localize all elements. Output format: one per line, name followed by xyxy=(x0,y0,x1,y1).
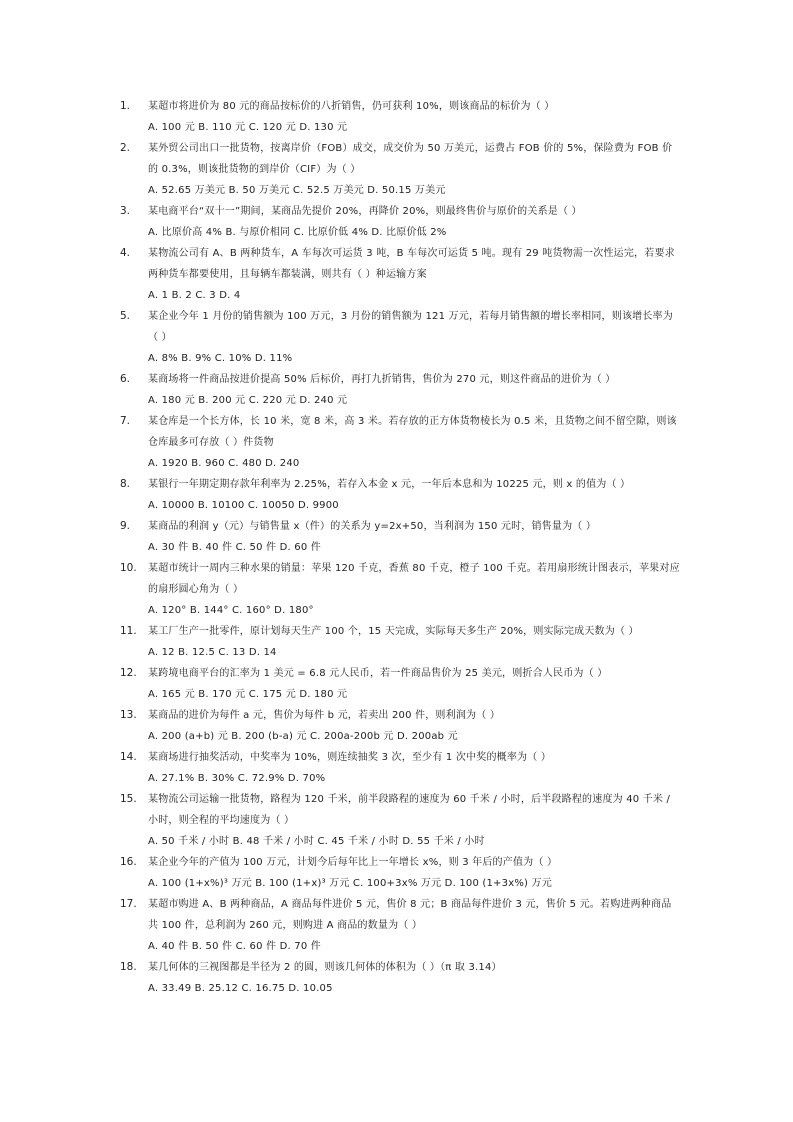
question-text: 某电商平台“双十一”期间，某商品先提价 20%，再降价 20%，则最终售价与原价的关系是（ ） xyxy=(148,206,582,217)
question-item xyxy=(120,852,680,894)
question-number: 5. xyxy=(120,310,131,322)
question-item xyxy=(120,747,680,789)
question-item xyxy=(120,306,680,369)
question-text: 某超市将进价为 80 元的商品按标价的八折销售，仍可获利 10%，则该商品的标价为（ ） xyxy=(148,101,555,112)
question-text: 某企业今年 1 月份的销售额为 100 万元，3 月份的销售额为 121 万元，若每月销售额的增长率相同，则该增长率为（ ） xyxy=(148,311,673,343)
question-number: 6. xyxy=(120,373,131,385)
question-number: 9. xyxy=(120,520,131,532)
question-text: 某外贸公司出口一批货物，按离岸价（FOB）成交，成交价为 50 万美元，运费占 FOB 价的 5%，保险费为 FOB 价的 0.3%，则该批货物的到岸价（CIF）为（ ） xyxy=(148,143,673,175)
question-text: 某跨境电商平台的汇率为 1 美元 = 6.8 元人民币，若一件商品售价为 25 美元，则折合人民币为（ ） xyxy=(148,668,608,679)
question-text: 某银行一年期定期存款年利率为 2.25%，若存入本金 x 元，一年后本息和为 10225 元，则 x 的值为（ ） xyxy=(148,479,631,490)
question-options: A. 12 B. 12.5 C. 13 D. 14 xyxy=(148,647,277,658)
question-number: 15. xyxy=(120,793,137,805)
question-number: 17. xyxy=(120,898,137,910)
question-item xyxy=(120,789,680,852)
question-text: 某超市购进 A、B 两种商品，A 商品每件进价 5 元，售价 8 元；B 商品每件进价 3 元，售价 5 元。若购进两种商品共 100 件，总利润为 260 元，则购进 A 商品的数量为（ ） xyxy=(148,899,672,931)
question-text: 某企业今年的产值为 100 万元，计划今后每年比上一年增长 x%，则 3 年后的产值为（ ） xyxy=(148,857,558,868)
question-text: 某工厂生产一批零件，原计划每天生产 100 个，15 天完成，实际每天多生产 20%，则实际完成天数为（ ） xyxy=(148,626,639,637)
question-number: 1. xyxy=(120,100,131,112)
question-number: 13. xyxy=(120,709,137,721)
question-options: A. 52.65 万美元 B. 50 万美元 C. 52.5 万美元 D. 50.15 万美元 xyxy=(148,185,446,196)
question-number: 2. xyxy=(120,142,131,154)
question-options: A. 27.1% B. 30% C. 72.9% D. 70% xyxy=(148,773,326,784)
question-options: A. 120° B. 144° C. 160° D. 180° xyxy=(148,605,314,616)
question-number: 14. xyxy=(120,751,137,763)
question-options: A. 1920 B. 960 C. 480 D. 240 xyxy=(148,458,300,469)
question-list xyxy=(120,96,680,999)
question-text: 某物流公司有 A、B 两种货车，A 车每次可运货 3 吨，B 车每次可运货 5 吨。现有 29 吨货物需一次性运完，若要求两种货车都要使用，且每辆车都装满，则共有（ ）种运输方案 xyxy=(148,248,675,280)
question-item xyxy=(120,894,680,957)
question-options: A. 165 元 B. 170 元 C. 175 元 D. 180 元 xyxy=(148,689,348,700)
question-text: 某几何体的三视图都是半径为 2 的圆，则该几何体的体积为（ ）（π 取 3.14） xyxy=(148,962,502,973)
question-options: A. 比原价高 4% B. 与原价相同 C. 比原价低 4% D. 比原价低 2% xyxy=(148,227,447,238)
question-item xyxy=(120,957,680,999)
question-text: 某商场进行抽奖活动，中奖率为 10%，则连续抽奖 3 次，至少有 1 次中奖的概率为（ ） xyxy=(148,752,552,763)
question-options: A. 33.49 B. 25.12 C. 16.75 D. 10.05 xyxy=(148,983,333,994)
question-item xyxy=(120,558,680,621)
question-text: 某商场将一件商品按进价提高 50% 后标价，再打九折销售，售价为 270 元，则这件商品的进价为（ ） xyxy=(148,374,616,385)
question-item xyxy=(120,705,680,747)
question-number: 11. xyxy=(120,625,137,637)
question-options: A. 10000 B. 10100 C. 10050 D. 9900 xyxy=(148,500,339,511)
question-options: A. 1 B. 2 C. 3 D. 4 xyxy=(148,290,241,301)
question-item xyxy=(120,201,680,243)
question-item xyxy=(120,621,680,663)
question-options: A. 100 (1+x%)³ 万元 B. 100 (1+x)³ 万元 C. 100+3x% 万元 D. 100 (1+3x%) 万元 xyxy=(148,878,552,889)
question-item xyxy=(120,243,680,306)
question-text: 某超市统计一周内三种水果的销量：苹果 120 千克，香蕉 80 千克，橙子 100 千克。若用扇形统计图表示，苹果对应的扇形圆心角为（ ） xyxy=(148,563,680,595)
question-number: 10. xyxy=(120,562,137,574)
question-item xyxy=(120,138,680,201)
question-number: 4. xyxy=(120,247,131,259)
question-number: 3. xyxy=(120,205,131,217)
question-text: 某仓库是一个长方体，长 10 米，宽 8 米，高 3 米。若存放的正方体货物棱长为 0.5 米，且货物之间不留空隙，则该仓库最多可存放（ ）件货物 xyxy=(148,416,677,448)
question-text: 某商品的利润 y（元）与销售量 x（件）的关系为 y=2x+50，当利润为 150 元时，销售量为（ ） xyxy=(148,521,597,532)
question-item xyxy=(120,663,680,705)
question-item xyxy=(120,474,680,516)
question-options: A. 50 千米 / 小时 B. 48 千米 / 小时 C. 45 千米 / 小时 D. 55 千米 / 小时 xyxy=(148,836,485,847)
question-number: 16. xyxy=(120,856,137,868)
question-item xyxy=(120,516,680,558)
question-text: 某商品的进价为每件 a 元，售价为每件 b 元，若卖出 200 件，则利润为（ ） xyxy=(148,710,501,721)
question-options: A. 200 (a+b) 元 B. 200 (b-a) 元 C. 200a-200b 元 D. 200ab 元 xyxy=(148,731,458,742)
question-text: 某物流公司运输一批货物，路程为 120 千米，前半段路程的速度为 60 千米 / 小时，后半段路程的速度为 40 千米 / 小时，则全程的平均速度为（ ） xyxy=(148,794,671,826)
question-options: A. 40 件 B. 50 件 C. 60 件 D. 70 件 xyxy=(148,941,321,952)
question-number: 18. xyxy=(120,961,137,973)
question-item xyxy=(120,96,680,138)
question-options: A. 8% B. 9% C. 10% D. 11% xyxy=(148,353,293,364)
question-options: A. 100 元 B. 110 元 C. 120 元 D. 130 元 xyxy=(148,122,348,133)
question-options: A. 30 件 B. 40 件 C. 50 件 D. 60 件 xyxy=(148,542,321,553)
question-item xyxy=(120,411,680,474)
question-number: 8. xyxy=(120,478,131,490)
question-item xyxy=(120,369,680,411)
question-number: 12. xyxy=(120,667,137,679)
question-options: A. 180 元 B. 200 元 C. 220 元 D. 240 元 xyxy=(148,395,348,406)
question-number: 7. xyxy=(120,415,131,427)
